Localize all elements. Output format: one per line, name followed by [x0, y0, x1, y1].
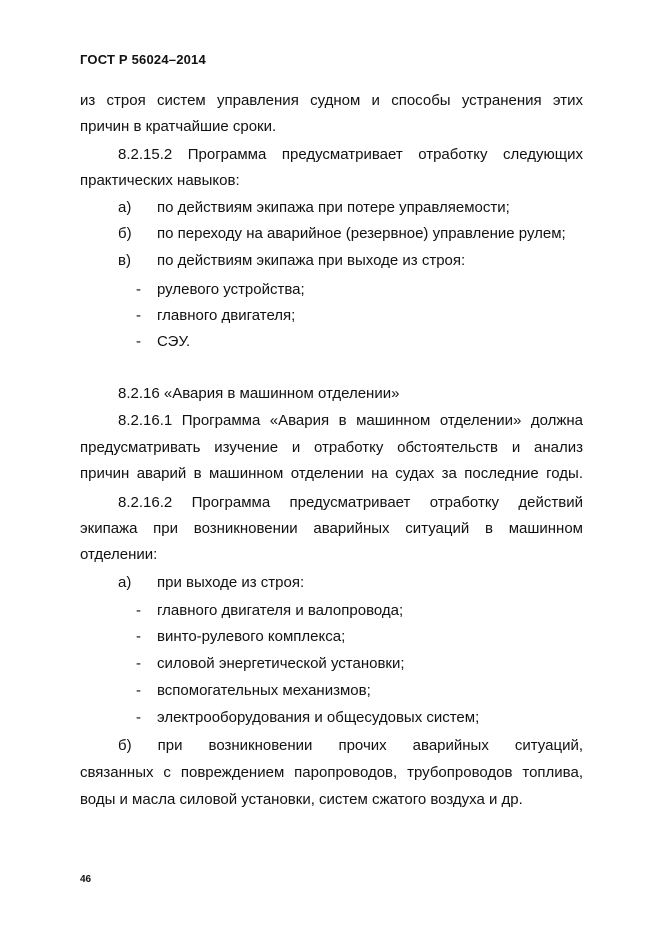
- sub-list-item: СЭУ.: [157, 333, 191, 350]
- clause-8-2-16-1-line: 8.2.16.1 Программа «Авария в машинном отделении» должна: [118, 412, 583, 429]
- list-marker: а): [118, 199, 132, 216]
- dash-marker: -: [136, 682, 141, 699]
- list-item: при выходе из строя:: [157, 574, 305, 591]
- list-marker: в): [118, 252, 131, 269]
- sub-list-item: главного двигателя и валопровода;: [157, 602, 404, 619]
- sub-list-item: вспомогательных механизмов;: [157, 682, 371, 699]
- list-item: по действиям экипажа при выходе из строя:: [157, 252, 466, 269]
- list-item: по переходу на аварийное (резервное) управление рулем;: [157, 225, 566, 242]
- paragraph-line: отделении:: [80, 546, 158, 563]
- clause-8-2-15-2-line: 8.2.15.2 Программа предусматривает отработку следующих: [118, 146, 583, 163]
- sub-list-item: главного двигателя;: [157, 307, 296, 324]
- dash-marker: -: [136, 655, 141, 672]
- dash-marker: -: [136, 709, 141, 726]
- list-item-b-line: б) при возникновении прочих аварийных ситуаций,: [118, 737, 583, 754]
- sub-list-item: силовой энергетической установки;: [157, 655, 405, 672]
- dash-marker: -: [136, 307, 141, 324]
- dash-marker: -: [136, 281, 141, 298]
- paragraph-line: причин аварий в машинном отделении на судах за последние годы.: [80, 465, 583, 482]
- sub-list-item: электрооборудования и общесудовых систем;: [157, 709, 480, 726]
- page-number: 46: [80, 874, 92, 885]
- paragraph-line: экипажа при возникновении аварийных ситуаций в машинном: [80, 520, 583, 537]
- dash-marker: -: [136, 602, 141, 619]
- document-header: ГОСТ Р 56024–2014: [80, 52, 206, 67]
- dash-marker: -: [136, 333, 141, 350]
- dash-marker: -: [136, 628, 141, 645]
- paragraph-line: практических навыков:: [80, 172, 240, 189]
- paragraph-line: связанных с повреждением паропроводов, трубопроводов топлива,: [80, 764, 583, 781]
- paragraph-line: предусматривать изучение и отработку обстоятельств и анализ: [80, 439, 583, 456]
- section-heading-8-2-16: 8.2.16 «Авария в машинном отделении»: [118, 385, 400, 402]
- paragraph-line: из строя систем управления судном и способы устранения этих: [80, 92, 583, 109]
- clause-8-2-16-2-line: 8.2.16.2 Программа предусматривает отработку действий: [118, 494, 583, 511]
- list-item: по действиям экипажа при потере управляемости;: [157, 199, 510, 216]
- paragraph-line: воды и масла силовой установки, систем сжатого воздуха и др.: [80, 791, 523, 808]
- paragraph-line: причин в кратчайшие сроки.: [80, 118, 277, 135]
- sub-list-item: рулевого устройства;: [157, 281, 305, 298]
- list-marker: а): [118, 574, 132, 591]
- list-marker: б): [118, 225, 132, 242]
- sub-list-item: винто-рулевого комплекса;: [157, 628, 346, 645]
